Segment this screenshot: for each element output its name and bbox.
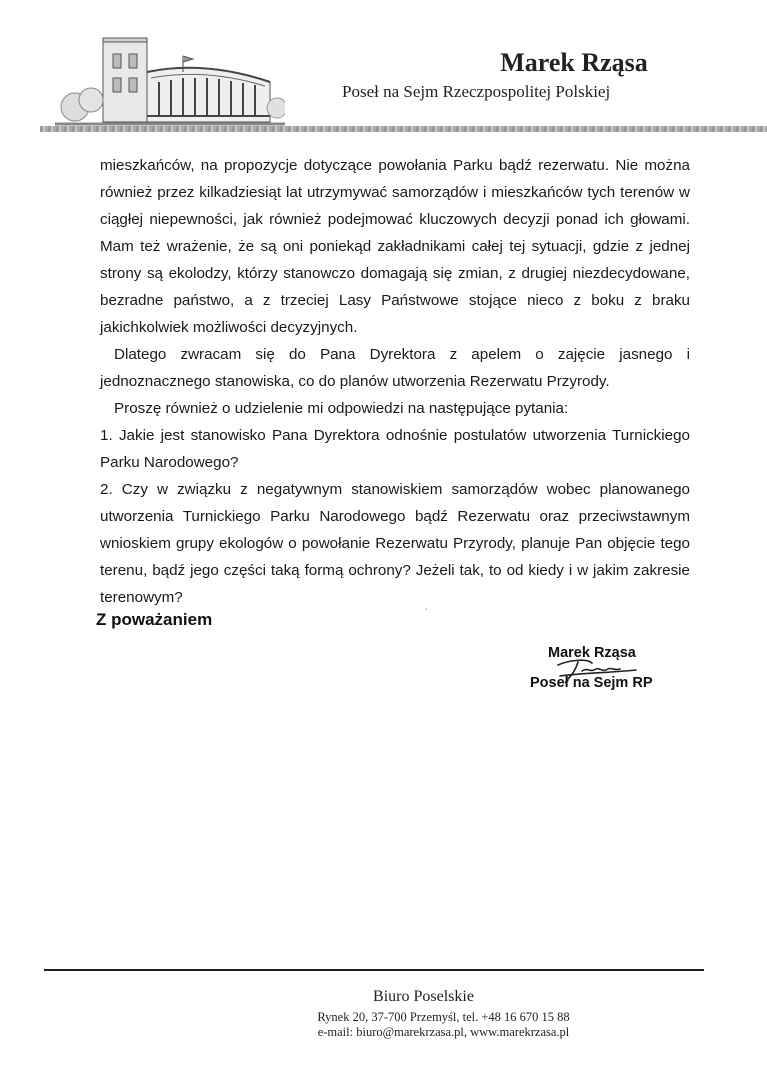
paragraph-request: Proszę również o udzielenie mi odpowiedzi na następujące pytania: [114,400,569,417]
header-divider [40,126,767,132]
footer-address: Rynek 20, 37-700 Przemyśl, tel. +48 16 670 15 88 [317,1010,570,1024]
question-2: 2. Czy w związku z negatywnym stanowiskiem samorządów wobec planowanego utworzenia Turnickiego Parku Narodowego bądź Rezerwatu oraz przeciwstawnym wnioskiem grupy ekologów o powołanie Rezerwatu Przyrody, planuje Pan objęcie tego terenu, bądź jego części taką formą ochrony? Jeżeli tak, to od kiedy i w jakim zakresie terenowym? [100,481,690,606]
sender-name: Marek Rząsa [500,48,648,77]
scan-speck: ˎ [425,600,428,610]
paragraph-continuation: mieszkańców, na propozycje dotyczące powołania Parku bądź rezerwatu. Nie można również przez kilkadziesiąt lat utrzymywać samorządów i mieszkańców tych terenów w ciągłej niepewności, jak również podejmować kluczowych decyzji ponad ich głowami. Mam też wrażenie, że są oni poniekąd zakładnikami całej tej sytuacji, gdzie z jednej strony są ekolodzy, którzy stanowczo domagają się zmian, z drugiej niezdecydowane, bezradne państwo, a z trzeciej Lasy Państwowe stojące nieco z boku z braku jakichkolwiek możliwości decyzyjnych. [100,157,690,336]
signature-block [530,645,690,691]
closing-greeting: Z poważaniem [96,610,213,629]
paragraph-appeal: Dlatego zwracam się do Pana Dyrektora z apelem o zajęcie jasnego i jednoznacznego stanowiska, co do planów utworzenia Rezerwatu Przyrody. [100,346,690,390]
footer [0,988,767,1040]
signature-name: Marek Rząsa [548,645,636,661]
letter-body [100,152,690,611]
footer-office-title: Biuro Poselskie [373,988,474,1005]
footer-contact: e-mail: biuro@marekrzasa.pl, www.marekrzasa.pl [317,1025,570,1039]
sejm-building-icon [55,12,285,132]
footer-divider [44,969,704,971]
sender-title: Poseł na Sejm Rzeczpospolitej Polskiej [342,82,611,101]
signature-role: Poseł na Sejm RP [530,675,653,691]
letterhead [0,0,767,140]
question-1: 1. Jakie jest stanowisko Pana Dyrektora odnośnie postulatów utworzenia Turnickiego Parku Narodowego? [100,427,690,471]
